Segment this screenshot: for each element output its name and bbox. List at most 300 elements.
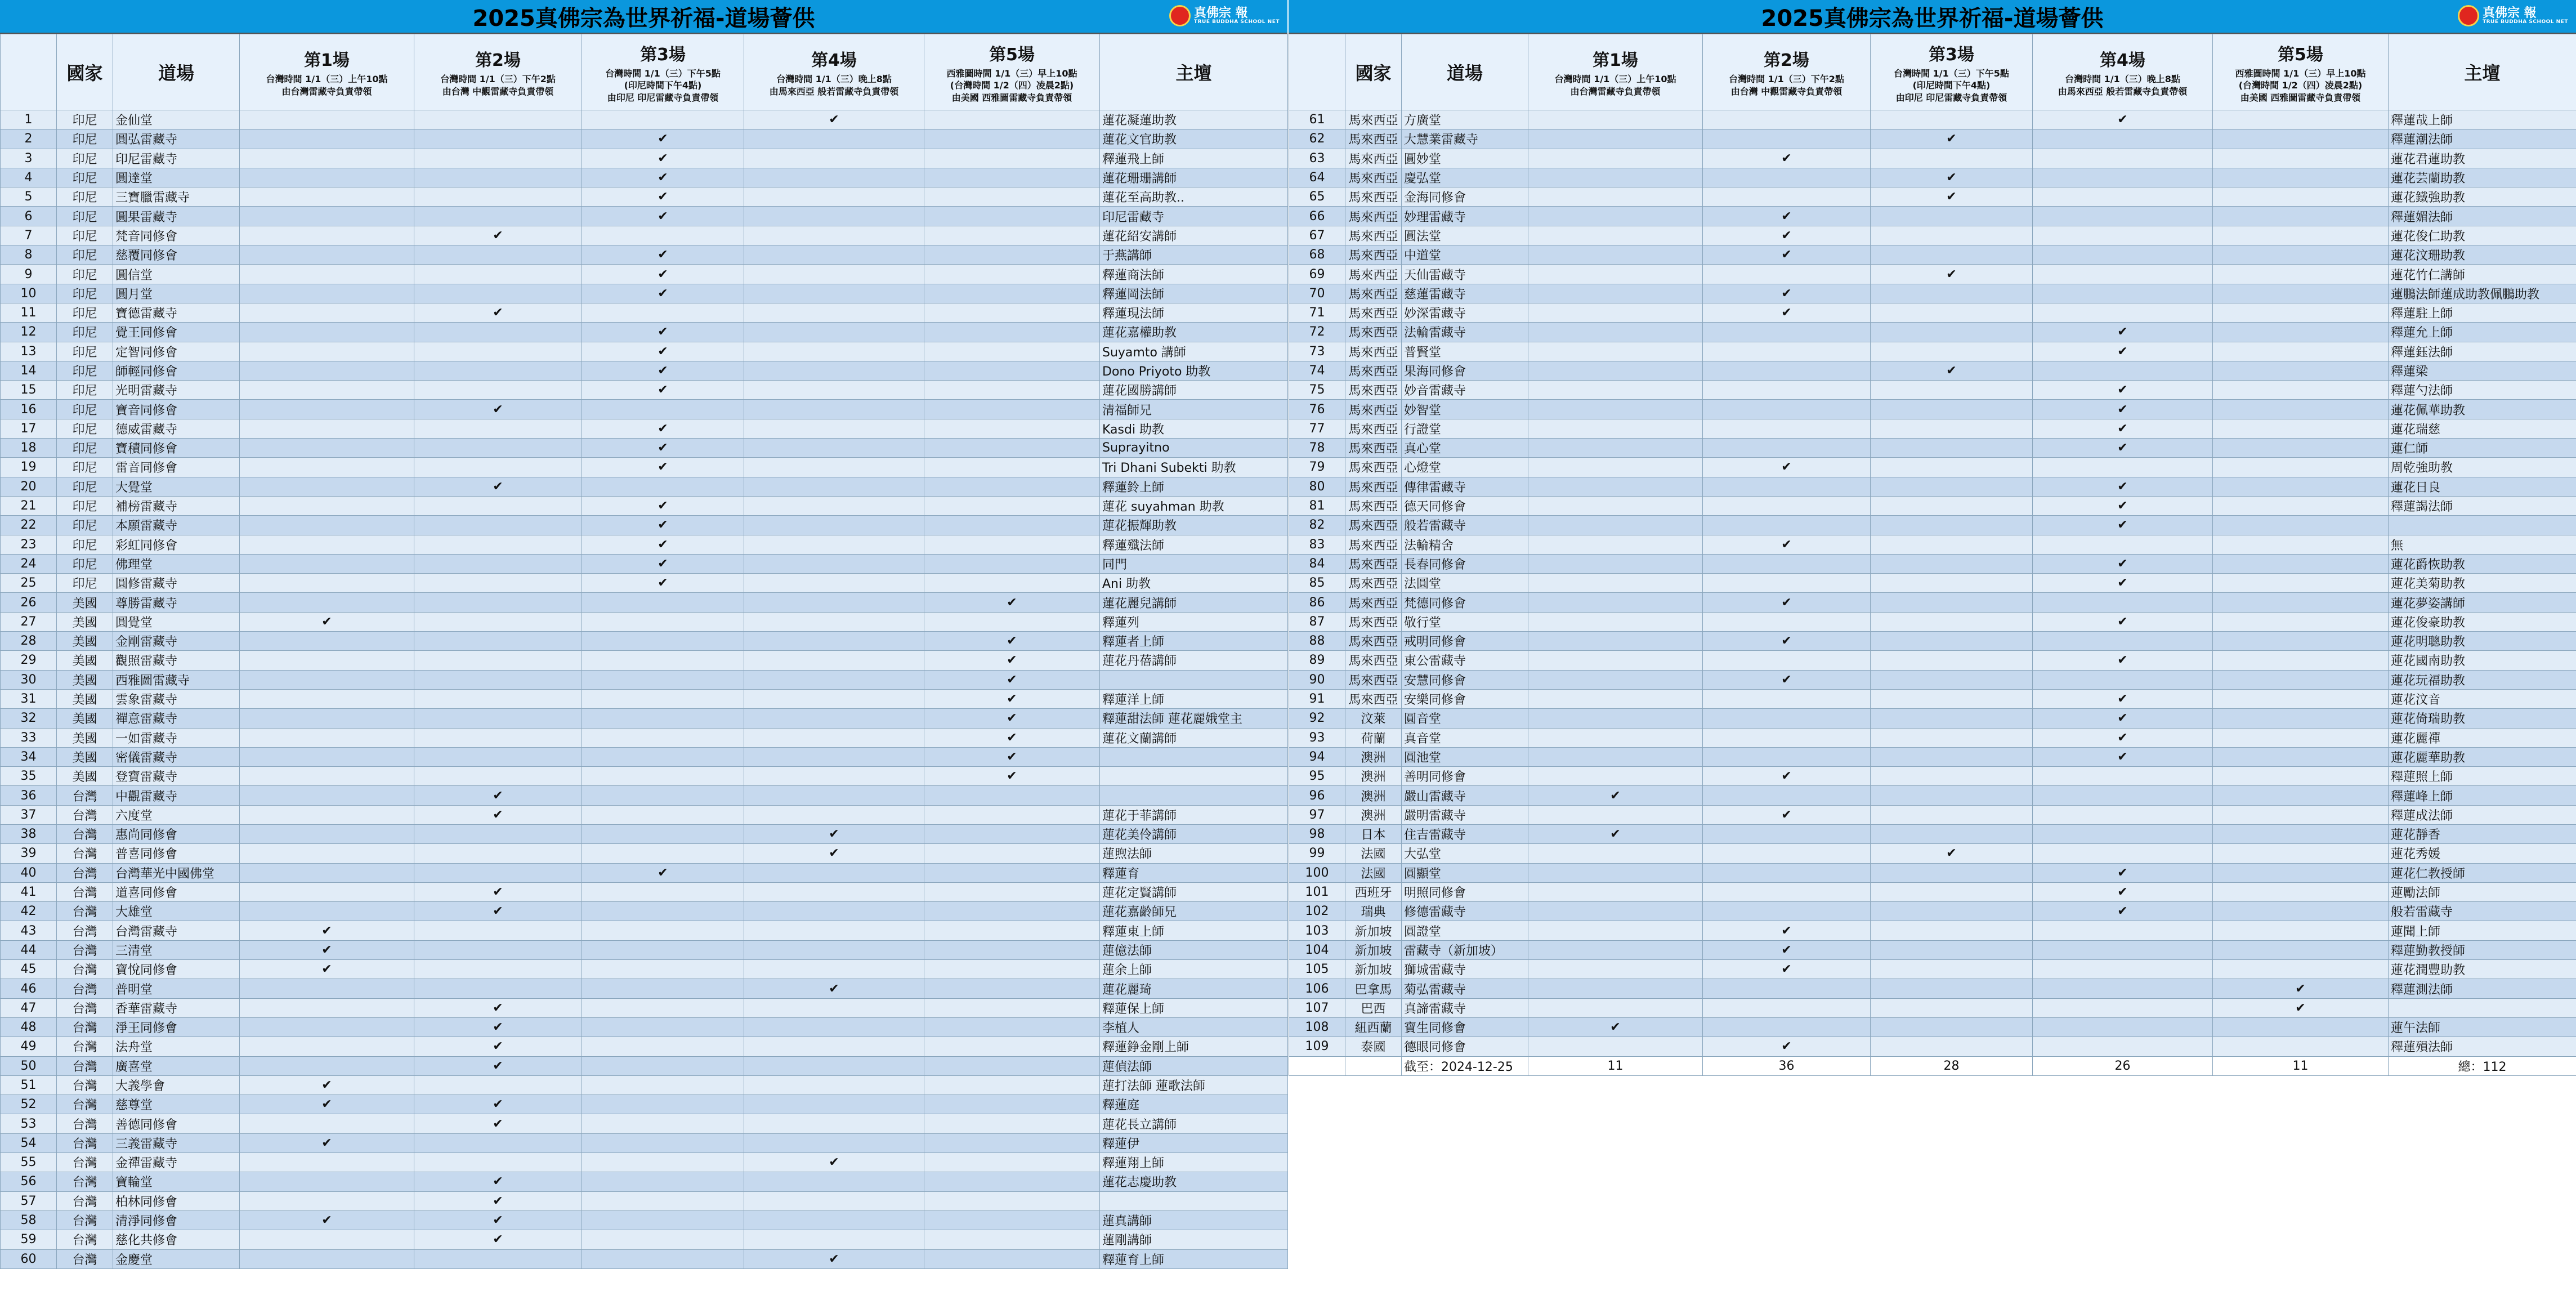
session-2-cell (1703, 689, 1871, 708)
table-row (1, 747, 1288, 766)
session-5-cell (924, 439, 1100, 458)
host-cell: 釋蓮飛上師 (1100, 149, 1288, 168)
session-2-cell (1703, 1037, 1871, 1056)
session-4-cell (2033, 439, 2213, 458)
table-row (1289, 110, 2576, 129)
session-5-cell (924, 632, 1100, 651)
session-3-cell (582, 574, 744, 593)
session-1-cell (240, 1249, 414, 1268)
country-cell: 台灣 (57, 1191, 113, 1210)
table-row (1289, 632, 2576, 651)
country-cell: 印尼 (57, 554, 113, 573)
session-3-cell (1871, 882, 2033, 901)
session-1-cell (240, 1230, 414, 1249)
checkmark-icon: ✔ (1781, 286, 1792, 301)
session-5-cell (924, 477, 1100, 496)
session-4-cell (2033, 940, 2213, 959)
session-3-cell (582, 284, 744, 303)
session-2-cell (1703, 728, 1871, 747)
country-cell: 台灣 (57, 960, 113, 979)
session-detail: 由台灣 中觀雷藏寺負責帶領 (1730, 86, 1842, 97)
session-1-cell (1528, 728, 1703, 747)
session-title: 第2場 (475, 51, 521, 71)
session-5-cell (924, 381, 1100, 400)
table-row (1289, 940, 2576, 959)
table-row (1, 940, 1288, 959)
session-2-cell (414, 960, 582, 979)
table-row (1, 651, 1288, 670)
host-cell: 蓮花珊珊講師 (1100, 168, 1288, 187)
country-cell: 美國 (57, 709, 113, 728)
checkmark-icon: ✔ (829, 981, 839, 996)
session-1-cell (1528, 805, 1703, 824)
temple-cell: 慶弘堂 (1402, 168, 1528, 187)
country-cell: 馬來西亞 (1345, 284, 1402, 303)
session-detail: 由美國 西雅圖雷藏寺負責帶領 (951, 92, 1072, 103)
session-5-cell (2213, 998, 2389, 1017)
host-cell (1100, 786, 1288, 805)
row-number: 15 (1, 381, 57, 400)
table-row (1, 1095, 1288, 1114)
session-3-cell (582, 1114, 744, 1133)
checkmark-icon: ✔ (1781, 151, 1792, 166)
row-number: 41 (1, 882, 57, 901)
host-cell: 蓮花潤豐助教 (2389, 960, 2576, 979)
row-number: 19 (1, 458, 57, 477)
session-2-cell (1703, 940, 1871, 959)
session-5-cell (924, 419, 1100, 438)
session-5-cell (2213, 110, 2389, 129)
country-cell: 馬來西亞 (1345, 323, 1402, 342)
session-3-cell (1871, 496, 2033, 515)
table-row (1, 226, 1288, 245)
session-4-cell (744, 632, 924, 651)
session-5-cell (2213, 882, 2389, 901)
table-row (1, 342, 1288, 361)
session-2-cell (414, 593, 582, 612)
row-number: 97 (1289, 805, 1345, 824)
country-cell: 馬來西亞 (1345, 477, 1402, 496)
session-1-cell (1528, 1017, 1703, 1037)
table-row (1, 1191, 1288, 1210)
session-1-cell (240, 921, 414, 940)
country-cell: 紐西蘭 (1345, 1017, 1402, 1037)
session-5-cell (924, 284, 1100, 303)
temple-cell: 寶生同修會 (1402, 1017, 1528, 1037)
session-2-cell (414, 496, 582, 515)
country-cell: 巴西 (1345, 998, 1402, 1017)
session-5-cell (2213, 303, 2389, 322)
session-3-cell (582, 805, 744, 824)
session-4-cell (2033, 882, 2213, 901)
temple-cell: 師輕同修會 (113, 361, 240, 380)
table-row (1, 1172, 1288, 1191)
country-cell: 台灣 (57, 882, 113, 901)
session-1-cell (240, 168, 414, 187)
host-cell (1100, 1191, 1288, 1210)
session-3-cell (582, 1249, 744, 1268)
summary-row (1289, 1056, 2576, 1075)
session-detail: 台灣時間 1/1（三）下午5點 (1894, 68, 2009, 79)
checkmark-icon: ✔ (493, 1000, 503, 1015)
country-cell: 馬來西亞 (1345, 670, 1402, 689)
host-cell: 蓮花美菊助教 (2389, 574, 2576, 593)
temple-cell: 三寶臘雷藏寺 (113, 187, 240, 207)
session-4-cell (744, 226, 924, 245)
summary-session-5-count: 11 (2213, 1056, 2389, 1075)
session-2-cell (414, 1017, 582, 1037)
table-row (1, 1017, 1288, 1037)
session-5-cell (924, 728, 1100, 747)
country-cell: 印尼 (57, 245, 113, 265)
session-1-cell (1528, 535, 1703, 554)
session-3-cell (1871, 998, 2033, 1017)
session-3-cell (582, 670, 744, 689)
session-5-cell (924, 824, 1100, 843)
country-cell: 馬來西亞 (1345, 574, 1402, 593)
row-number: 93 (1289, 728, 1345, 747)
session-5-cell (924, 323, 1100, 342)
host-cell: 釋蓮殲法師 (1100, 535, 1288, 554)
row-number: 16 (1, 400, 57, 419)
session-5-cell (2213, 593, 2389, 612)
session-5-cell (2213, 689, 2389, 708)
table-row (1, 844, 1288, 863)
row-number: 81 (1289, 496, 1345, 515)
table-row (1, 728, 1288, 747)
session-3-cell (1871, 670, 2033, 689)
table-row (1, 1210, 1288, 1230)
host-cell: Suprayitno (1100, 439, 1288, 458)
session-4-cell (2033, 149, 2213, 168)
session-5-cell (2213, 1037, 2389, 1056)
session-1-cell (240, 689, 414, 708)
host-cell: 蓮花振輝助教 (1100, 516, 1288, 535)
session-1-cell (240, 342, 414, 361)
checkmark-icon: ✔ (658, 248, 668, 262)
temple-cell: 補榜雷藏寺 (113, 496, 240, 515)
session-3-cell (582, 129, 744, 149)
country-cell: 印尼 (57, 129, 113, 149)
session-4-cell (744, 979, 924, 998)
session-2-cell (1703, 747, 1871, 766)
row-number: 48 (1, 1017, 57, 1037)
session-5-cell (924, 535, 1100, 554)
temple-cell: 觀照雷藏寺 (113, 651, 240, 670)
table-row (1, 535, 1288, 554)
session-1-cell (1528, 747, 1703, 766)
session-4-cell (2033, 496, 2213, 515)
session-4-cell (2033, 284, 2213, 303)
row-number: 64 (1289, 168, 1345, 187)
logo (2458, 5, 2568, 27)
session-1-cell (240, 670, 414, 689)
session-5-cell (2213, 439, 2389, 458)
session-3-cell (1871, 651, 2033, 670)
session-1-cell (240, 439, 414, 458)
session-5-cell (924, 574, 1100, 593)
row-number: 1 (1, 110, 57, 129)
country-cell: 台灣 (57, 844, 113, 863)
header-session-1 (240, 34, 414, 110)
host-cell: 蓮花于菲講師 (1100, 805, 1288, 824)
checkmark-icon: ✔ (1007, 730, 1017, 745)
host-cell: 蓮花汶珊助教 (2389, 245, 2576, 265)
session-2-cell (1703, 960, 1871, 979)
checkmark-icon: ✔ (1781, 962, 1792, 977)
session-3-cell (1871, 805, 2033, 824)
session-1-cell (240, 882, 414, 901)
session-2-cell (414, 767, 582, 786)
session-5-cell (2213, 651, 2389, 670)
checkmark-icon: ✔ (829, 827, 839, 842)
checkmark-icon: ✔ (1781, 942, 1792, 957)
checkmark-icon: ✔ (658, 151, 668, 166)
session-1-cell (1528, 110, 1703, 129)
session-2-cell (414, 747, 582, 766)
checkmark-icon: ✔ (658, 286, 668, 301)
checkmark-icon: ✔ (493, 1194, 503, 1208)
session-3-cell (582, 1210, 744, 1230)
host-cell (1100, 747, 1288, 766)
checkmark-icon: ✔ (1007, 653, 1017, 668)
table-row (1, 767, 1288, 786)
checkmark-icon: ✔ (2117, 730, 2128, 745)
session-1-cell (240, 960, 414, 979)
session-4-cell (744, 129, 924, 149)
country-cell: 美國 (57, 651, 113, 670)
session-3-cell (1871, 940, 2033, 959)
session-3-cell (1871, 381, 2033, 400)
session-detail: 由馬來西亞 般若雷藏寺負責帶領 (769, 86, 899, 97)
checkmark-icon: ✔ (658, 441, 668, 455)
temple-cell: 定智同修會 (113, 342, 240, 361)
session-2-cell (414, 554, 582, 573)
host-cell: 釋蓮駐上師 (2389, 303, 2576, 322)
host-cell: 蓮真講師 (1100, 1210, 1288, 1230)
session-2-cell (1703, 381, 1871, 400)
temple-cell: 圓弘雷藏寺 (113, 129, 240, 149)
session-1-cell (1528, 786, 1703, 805)
row-number: 6 (1, 207, 57, 226)
temple-cell: 惠尚同修會 (113, 824, 240, 843)
row-number: 82 (1289, 516, 1345, 535)
row-number: 35 (1, 767, 57, 786)
row-number: 42 (1, 902, 57, 921)
session-5-cell (2213, 844, 2389, 863)
host-cell: 蓮鵬法師蓮成助教佩鵬助教 (2389, 284, 2576, 303)
checkmark-icon: ✔ (658, 190, 668, 204)
session-3-cell (582, 458, 744, 477)
session-2-cell (414, 226, 582, 245)
session-4-cell (2033, 805, 2213, 824)
session-detail: 台灣時間 1/1（三）下午2點 (440, 74, 556, 85)
table-row (1289, 265, 2576, 284)
session-3-cell (582, 226, 744, 245)
country-cell: 馬來西亞 (1345, 419, 1402, 438)
session-1-cell (1528, 767, 1703, 786)
checkmark-icon: ✔ (493, 1232, 503, 1247)
session-2-cell (1703, 670, 1871, 689)
session-1-cell (240, 303, 414, 322)
checkmark-icon: ✔ (493, 1213, 503, 1228)
table-row (1289, 574, 2576, 593)
host-cell: 蓮花志慶助教 (1100, 1172, 1288, 1191)
session-4-cell (744, 265, 924, 284)
row-number: 8 (1, 245, 57, 265)
host-cell: 蓮花俊豪助教 (2389, 612, 2576, 631)
host-cell: 釋蓮庭 (1100, 1095, 1288, 1114)
session-4-cell (2033, 632, 2213, 651)
session-3-cell (1871, 149, 2033, 168)
header-country: 國家 (57, 34, 113, 110)
session-4-cell (744, 187, 924, 207)
header-host: 主壇 (2389, 34, 2576, 110)
session-1-cell (240, 593, 414, 612)
session-5-cell (924, 940, 1100, 959)
country-cell: 印尼 (57, 265, 113, 284)
table-row (1289, 921, 2576, 940)
temple-cell: 傳律雷藏寺 (1402, 477, 1528, 496)
session-1-cell (1528, 342, 1703, 361)
session-2-cell (1703, 245, 1871, 265)
host-cell: 蓮花佩華助教 (2389, 400, 2576, 419)
session-2-cell (414, 689, 582, 708)
country-cell: 馬來西亞 (1345, 496, 1402, 515)
host-cell: 釋蓮照上師 (2389, 767, 2576, 786)
session-3-cell (1871, 361, 2033, 380)
row-number: 70 (1289, 284, 1345, 303)
temple-cell: 慈蓮雷藏寺 (1402, 284, 1528, 303)
session-3-cell (1871, 303, 2033, 322)
table-row (1, 323, 1288, 342)
temple-cell: 東公雷藏寺 (1402, 651, 1528, 670)
temple-cell: 清淨同修會 (113, 1210, 240, 1230)
session-3-cell (1871, 767, 2033, 786)
checkmark-icon: ✔ (2117, 383, 2128, 397)
country-cell: 印尼 (57, 400, 113, 419)
session-3-cell (582, 419, 744, 438)
logo (1169, 5, 1280, 27)
session-4-cell (2033, 960, 2213, 979)
table-row (1, 168, 1288, 187)
temple-cell: 廣喜堂 (113, 1056, 240, 1075)
temple-cell: 慈化共修會 (113, 1230, 240, 1249)
table-row (1289, 477, 2576, 496)
table-row (1, 1114, 1288, 1133)
country-cell: 新加坡 (1345, 940, 1402, 959)
country-cell: 印尼 (57, 149, 113, 168)
table-row (1, 284, 1288, 303)
session-3-cell (1871, 554, 2033, 573)
session-2-cell (1703, 323, 1871, 342)
host-cell: 般若雷藏寺 (2389, 902, 2576, 921)
session-4-cell (744, 496, 924, 515)
table-row (1289, 824, 2576, 843)
checkmark-icon: ✔ (658, 344, 668, 359)
session-3-cell (582, 323, 744, 342)
host-cell: 蓮花玩福助教 (2389, 670, 2576, 689)
session-4-cell (744, 1230, 924, 1249)
temple-cell: 本願雷藏寺 (113, 516, 240, 535)
checkmark-icon: ✔ (1610, 1020, 1621, 1035)
country-cell: 台灣 (57, 998, 113, 1017)
session-2-cell (414, 342, 582, 361)
row-number: 36 (1, 786, 57, 805)
checkmark-icon: ✔ (1781, 228, 1792, 243)
session-5-cell (2213, 284, 2389, 303)
temple-cell: 圓妙堂 (1402, 149, 1528, 168)
temple-cell: 圓月堂 (113, 284, 240, 303)
checkmark-icon: ✔ (2117, 113, 2128, 127)
table-row (1289, 670, 2576, 689)
session-4-cell (744, 709, 924, 728)
session-3-cell (582, 747, 744, 766)
country-cell: 馬來西亞 (1345, 632, 1402, 651)
temple-cell: 台灣華光中國佛堂 (113, 863, 240, 882)
session-3-cell (582, 303, 744, 322)
host-cell: 釋蓮伊 (1100, 1133, 1288, 1152)
session-4-cell (744, 670, 924, 689)
table-row (1, 477, 1288, 496)
table-row (1289, 187, 2576, 207)
temple-cell: 大雄堂 (113, 902, 240, 921)
session-2-cell (414, 129, 582, 149)
session-detail: 台灣時間 1/1（三）晚上8點 (2065, 74, 2180, 85)
temple-cell: 修德雷藏寺 (1402, 902, 1528, 921)
table-row (1289, 882, 2576, 901)
temple-cell: 印尼雷藏寺 (113, 149, 240, 168)
session-2-cell (1703, 632, 1871, 651)
temple-cell: 法輪雷藏寺 (1402, 323, 1528, 342)
host-cell: 蓮打法師 蓮歌法師 (1100, 1075, 1288, 1094)
host-cell: 釋蓮育 (1100, 863, 1288, 882)
session-1-cell (240, 805, 414, 824)
temple-cell: 普賢堂 (1402, 342, 1528, 361)
temple-cell: 一如雷藏寺 (113, 728, 240, 747)
session-4-cell (2033, 419, 2213, 438)
session-2-cell (414, 516, 582, 535)
country-cell: 印尼 (57, 187, 113, 207)
country-cell: 馬來西亞 (1345, 129, 1402, 149)
session-3-cell (582, 439, 744, 458)
row-number: 91 (1289, 689, 1345, 708)
session-2-cell (414, 1075, 582, 1094)
country-cell: 美國 (57, 767, 113, 786)
temple-cell: 妙音雷藏寺 (1402, 381, 1528, 400)
host-cell: 蓮花 suyahman 助教 (1100, 496, 1288, 515)
temple-cell: 嚴山雷藏寺 (1402, 786, 1528, 805)
country-cell: 泰國 (1345, 1037, 1402, 1056)
row-number: 46 (1, 979, 57, 998)
session-1-cell (1528, 670, 1703, 689)
table-row (1, 1230, 1288, 1249)
session-1-cell (1528, 361, 1703, 380)
session-3-cell (582, 477, 744, 496)
country-cell: 馬來西亞 (1345, 535, 1402, 554)
session-2-cell (1703, 921, 1871, 940)
row-number: 7 (1, 226, 57, 245)
row-number: 98 (1289, 824, 1345, 843)
host-cell (1100, 767, 1288, 786)
host-cell: 釋蓮潮法師 (2389, 129, 2576, 149)
session-5-cell (2213, 265, 2389, 284)
summary-session-4-count: 26 (2033, 1056, 2213, 1075)
session-3-cell (582, 110, 744, 129)
session-2-cell (1703, 979, 1871, 998)
session-1-cell (240, 1037, 414, 1056)
table-row (1289, 998, 2576, 1017)
